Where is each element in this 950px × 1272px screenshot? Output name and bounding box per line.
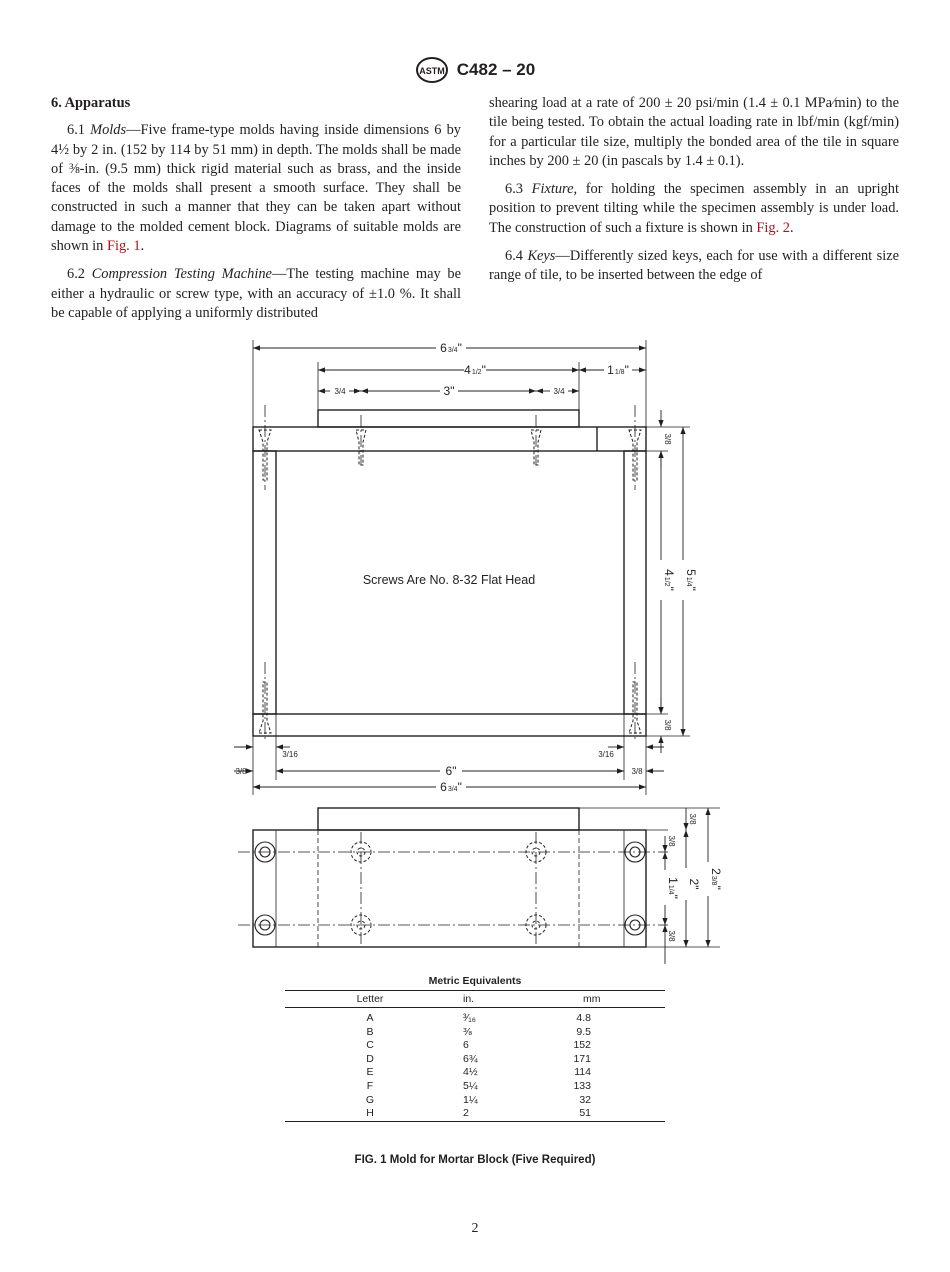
svg-text:3/8: 3/8 bbox=[663, 433, 672, 445]
svg-text:41/2": 41/2" bbox=[464, 363, 486, 377]
screw-note: Screws Are No. 8-32 Flat Head bbox=[362, 573, 536, 587]
svg-text:3/16: 3/16 bbox=[598, 750, 614, 759]
paragraph-6-2-continued: shearing load at a rate of 200 ± 20 psi/min (1.4 ± 0.1 MPa⁄min) to the tile being tested. To obtain the actual loading rate in lbf/min (kgf/min) for a particular tile size, multiply the bonded area of the tile in square inches by 200 ± 20 (in pascals by 1.4 ± 0.1). bbox=[489, 95, 899, 169]
mold-drawing bbox=[226, 334, 726, 964]
bottom-bar bbox=[253, 714, 646, 736]
plan-ledge bbox=[318, 808, 579, 830]
svg-text:3/8: 3/8 bbox=[667, 930, 676, 942]
page-header bbox=[0, 56, 950, 84]
svg-text:3": 3" bbox=[443, 384, 455, 398]
left-column bbox=[51, 94, 461, 332]
top-bar bbox=[253, 427, 646, 451]
section-heading: 6. Apparatus bbox=[51, 95, 131, 111]
paragraph-6-1: 6.1 Molds—Five frame-type molds having inside dimensions 6 by 4½ by 2 in. (152 by 114 by 51 mm) in depth. The molds shall be made of ⅜-in. (9.5 mm) thick rigid material such as brass, and the inside faces of the molds shall present a smooth surface. They shall be constructed in such a manner that they can be taken apart without damage to the molded cement block. Diagrams of suitable molds are shown in Fig. 1. bbox=[51, 122, 461, 255]
page-number: 2 bbox=[471, 1221, 479, 1236]
svg-text:3/4: 3/4 bbox=[553, 387, 565, 396]
top-ledge bbox=[318, 410, 579, 427]
svg-text:3/16: 3/16 bbox=[282, 750, 298, 759]
table-row: A ³⁄₁₆ 4.8 bbox=[366, 1012, 591, 1024]
paragraph-6-2: 6.2 Compression Testing Machine—The testing machine may be either a hydraulic or screw type, with an accuracy of ±1.0 %. It shall be capable of applying a uniformly distributed bbox=[51, 266, 461, 321]
table-row: B ⅜ 9.5 bbox=[366, 1025, 591, 1038]
figure-caption: FIG. 1 Mold for Mortar Block (Five Required) bbox=[354, 1154, 596, 1166]
svg-text:41/2": 41/2" bbox=[662, 569, 676, 591]
right-post bbox=[624, 451, 646, 714]
right-column bbox=[489, 94, 899, 295]
left-post bbox=[253, 451, 276, 714]
svg-text:23/8": 23/8" bbox=[709, 868, 723, 890]
svg-text:3/8: 3/8 bbox=[663, 719, 672, 731]
svg-text:6": 6" bbox=[445, 764, 457, 778]
svg-text:3/4: 3/4 bbox=[334, 387, 346, 396]
svg-text:11/4": 11/4" bbox=[666, 877, 680, 899]
svg-text:3/8: 3/8 bbox=[667, 835, 676, 847]
svg-text:3/8: 3/8 bbox=[688, 813, 697, 825]
svg-text:3/8: 3/8 bbox=[235, 767, 247, 776]
table-row: E 4½ 114 bbox=[366, 1066, 591, 1079]
svg-text:51/4": 51/4" bbox=[684, 569, 698, 591]
table-row: D 6¾ 171 bbox=[366, 1052, 591, 1065]
svg-text:2": 2" bbox=[687, 878, 701, 890]
astm-logo-icon bbox=[415, 56, 449, 84]
paragraph-6-3: 6.3 Fixture, for holding the specimen assembly in an upright position to prevent tilting while the specimen assembly is under load. The construction of such a fixture is shown in Fig. 2. bbox=[489, 181, 899, 236]
fig-1-link[interactable]: Fig. 1 bbox=[106, 238, 141, 255]
svg-text:63/4": 63/4" bbox=[440, 780, 462, 794]
svg-text:11/8": 11/8" bbox=[607, 363, 629, 377]
svg-text:3/8: 3/8 bbox=[631, 767, 643, 776]
metric-equivalents-table bbox=[285, 975, 665, 1122]
paragraph-6-4: 6.4 Keys—Differently sized keys, each for use with a different size range of tile, to be inserted between the edge of bbox=[489, 248, 899, 284]
table-row: G 1¼ 32 bbox=[365, 1093, 591, 1106]
table-row: C 6 152 bbox=[366, 1039, 591, 1052]
table-header-row: Letter in. mm bbox=[285, 991, 665, 1008]
fig-2-link[interactable]: Fig. 2 bbox=[756, 219, 790, 236]
plan-frame bbox=[253, 830, 646, 947]
table-row: F 5¼ 133 bbox=[366, 1079, 591, 1092]
mold-diagram bbox=[226, 334, 726, 964]
designation: C482 – 20 bbox=[456, 60, 536, 79]
svg-text:63/4": 63/4" bbox=[440, 341, 462, 355]
metric-table-title: Metric Equivalents bbox=[428, 975, 522, 987]
table-row: H 2 51 bbox=[285, 1107, 665, 1121]
svg-text:ASTM: ASTM bbox=[419, 66, 445, 76]
